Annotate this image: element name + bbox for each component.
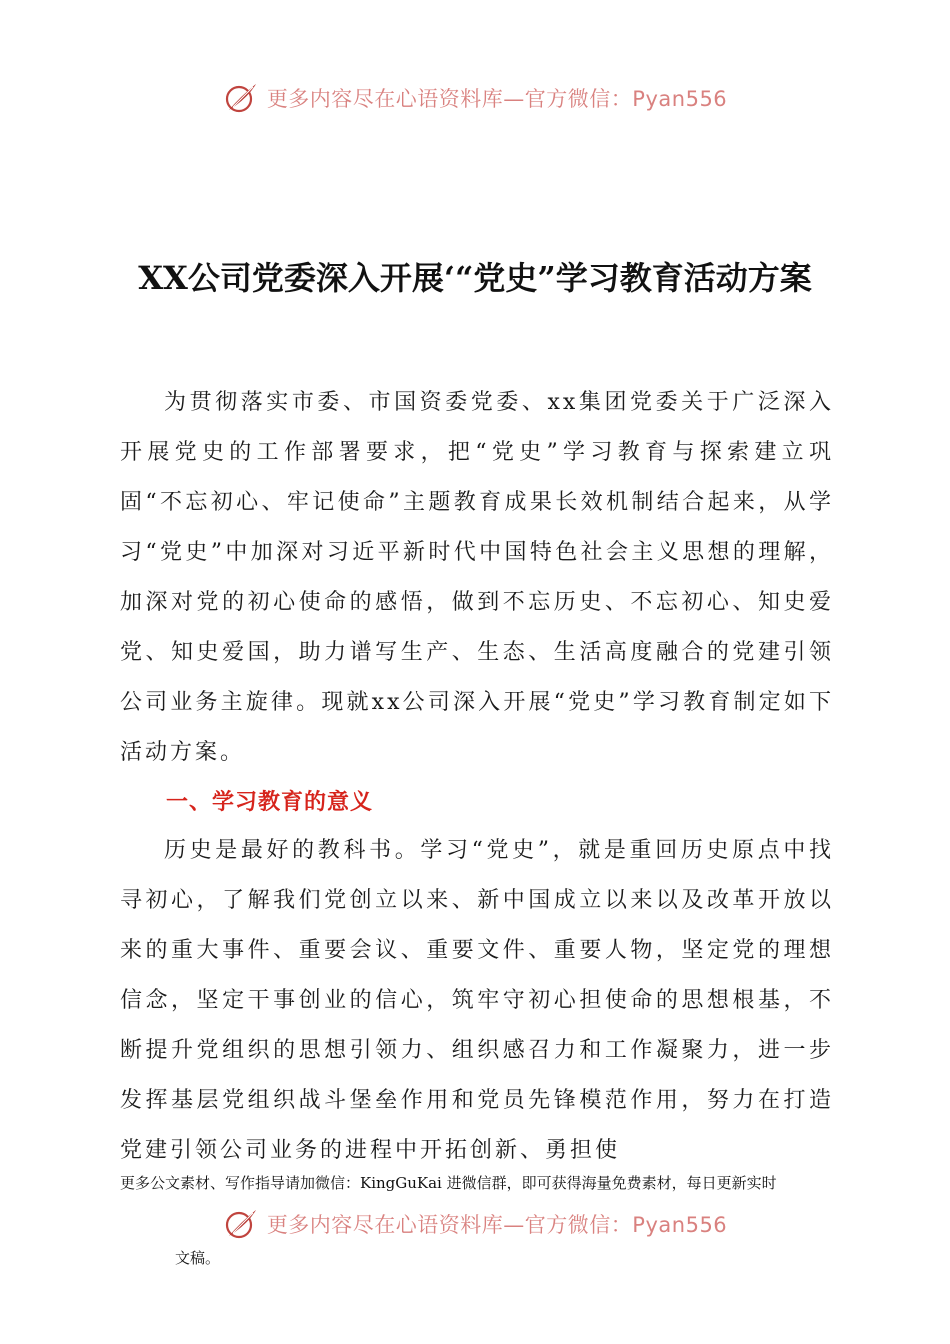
intro-paragraph: 为贯彻落实市委、市国资委党委、xx集团党委关于广泛深入开展党史的工作部署要求，把“党史”学习教育与探索建立巩固“不忘初心、牢记使命”主题教育成果长效机制结合起来，从学习“党史”中加深对习近平新时代中国特色社会主义思想的理解，加深对党的初心使命的感悟，做到不忘历史、不忘初心、知史爱党、知史爱国，助力谱写生产、生态、生活高度融合的党建引领公司业务主旋律。现就xx公司深入开展“党史”学习教育制定如下活动方案。 <box>120 390 834 765</box>
document-title: XX公司党委深入开展‘“党史”学习教育活动方案 <box>138 259 812 297</box>
top-watermark-banner <box>0 80 950 116</box>
section-paragraph: 历史是最好的教科书。学习“党史”，就是重回历史原点中找寻初心，了解我们党创立以来、新中国成立以来以及改革开放以来的重大事件、重要会议、重要文件、重要人物，坚定党的理想信念，坚定干事创业的信心，筑牢守初心担使命的思想根基，不断提升党组织的思想引领力、组织感召力和工作凝聚力，进一步发挥基层党组织战斗堡垒作用和党员先锋模范作用，努力在打造党建引领公司业务的进程中开拓创新、勇担使 <box>120 838 834 1163</box>
footer-note: 更多公文素材、写作指导请加微信：KingGuKai 进微信群，即可获得海量免费素材，每日更新实时 <box>120 1174 777 1192</box>
quill-pen-circle-icon <box>223 80 259 116</box>
section-heading-significance: 一、学习教育的意义 <box>166 790 374 815</box>
watermark-text: 更多内容尽在心语资料库—官方微信：Pyan556 <box>266 1213 728 1237</box>
bottom-watermark-banner <box>0 1206 950 1242</box>
watermark-text: 更多内容尽在心语资料库—官方微信：Pyan556 <box>266 87 728 111</box>
footer-note-tail: 文稿。 <box>175 1249 221 1267</box>
quill-pen-circle-icon <box>223 1206 259 1242</box>
